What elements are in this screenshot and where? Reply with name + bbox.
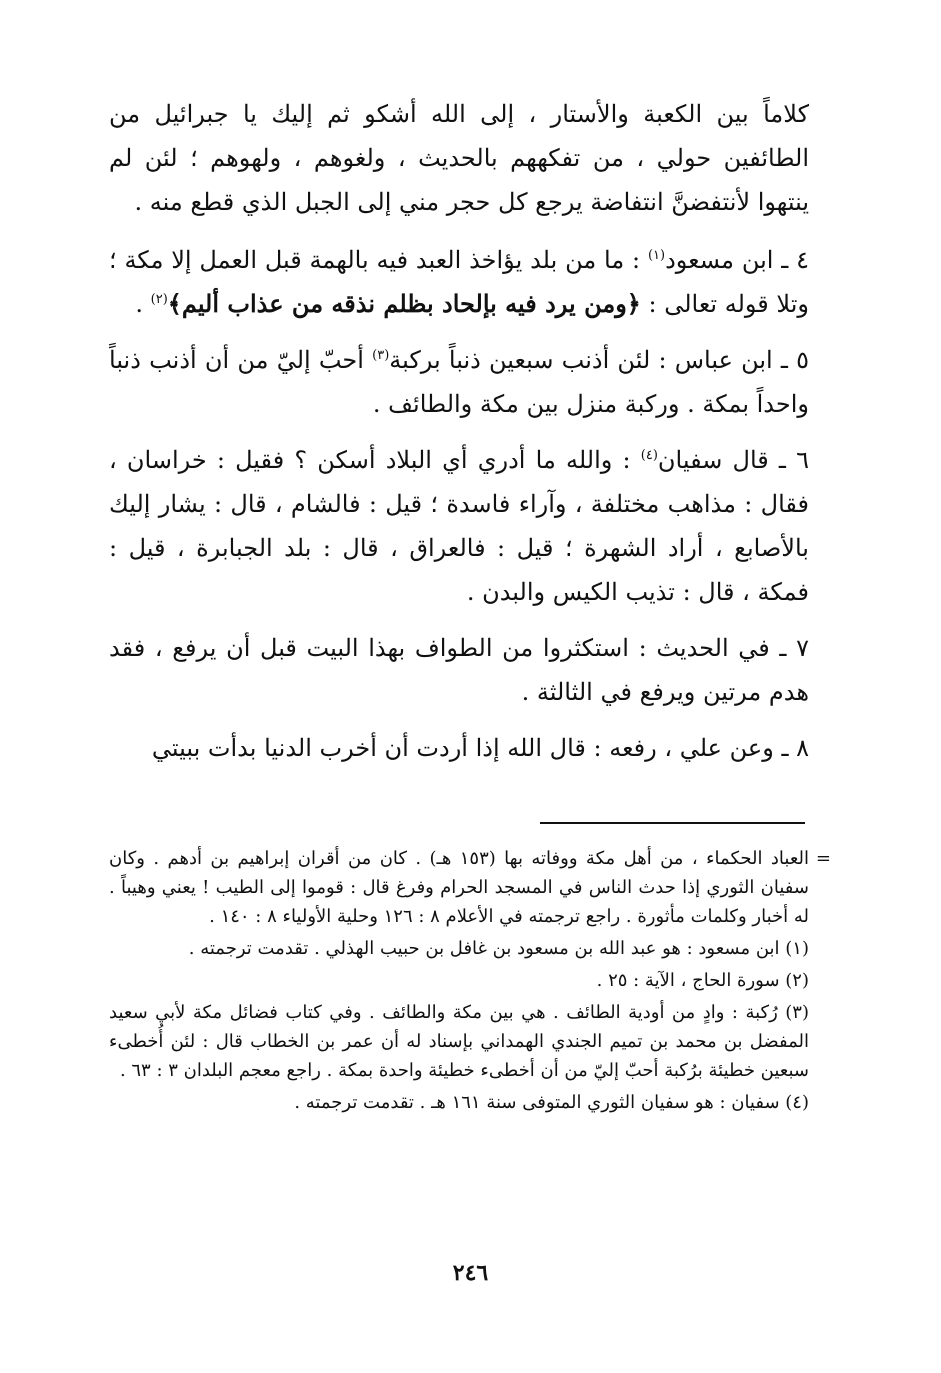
paragraph-8: ٨ ـ وعن علي ، رفعه : قال الله إذا أردت أن أخرب الدنيا بدأت ببيتي xyxy=(151,734,809,762)
paragraph-5 xyxy=(109,338,809,426)
footnote-1: (١) ابن مسعود : هو عبد الله بن مسعود بن غافل بن حبيب الهذلي . تقدمت ترجمته . xyxy=(188,938,809,959)
paragraph-6-text-a: ٦ ـ قال سفيان xyxy=(657,446,810,474)
footnote-continuation xyxy=(109,844,831,931)
footnote-ref-3: (٣) xyxy=(372,348,390,363)
paragraph-6-text-b: : والله ما أدري أي البلاد أسكن ؟ فقيل : خراسان ، فقال : مذاهب مختلفة ، وآراء فاسدة ؛ قيل : فالشام ، قال : يشار إليك بالأصابع ، أراد الشهرة ؛ قيل : فالعراق ، قال : بلد الجبابرة ، قيل : فمكة ، قال : تذيب الكيس والبدن . xyxy=(109,446,809,606)
paragraph-4 xyxy=(109,238,809,326)
continuation-mark: = xyxy=(815,848,831,869)
paragraph-4-text-c: . xyxy=(135,290,151,318)
paragraph-4-text-a: ٤ ـ ابن مسعود xyxy=(665,246,809,274)
footnote-4: (٤) سفيان : هو سفيان الثوري المتوفى سنة ١٦١ هـ . تقدمت ترجمته . xyxy=(294,1092,809,1113)
footnote-ref-1: (١) xyxy=(647,248,666,263)
footnote-ref-2: (٢) xyxy=(150,292,168,307)
paragraph-1: كلاماً بين الكعبة والأستار ، إلى الله أشكو ثم إليك يا جبرائيل من الطائفين حولي ، من تفكههم بالحديث ، ولغوهم ، ولهوهم ؛ لئن لم ينتهوا لأنتفضنَّ انتفاضة يرجع كل حجر مني إلى الجبل الذي قطع منه . xyxy=(109,100,809,216)
paragraph-4-text-b: : ما من بلد يؤاخذ العبد فيه بالهمة قبل العمل إلا مكة ؛ وتلا قوله تعالى : xyxy=(109,246,809,318)
paragraph-5-text-a: ٥ ـ ابن عباس : لئن أذنب سبعين ذنباً بركبة xyxy=(389,346,809,374)
paragraph-7: ٧ ـ في الحديث : استكثروا من الطواف بهذا البيت قبل أن يرفع ، فقد هدم مرتين ويرفع في الثالثة . xyxy=(109,634,809,706)
footnote-ref-4: (٤) xyxy=(640,448,658,463)
paragraph-5-text-b: أحبّ إليّ من أن أذنب ذنباً واحداً بمكة . وركبة منزل بين مكة والطائف . xyxy=(109,346,809,418)
footnotes xyxy=(109,844,831,1120)
footnote-separator xyxy=(540,822,805,824)
footnote-continuation-text: العباد الحكماء ، من أهل مكة ووفاته بها (١٥٣ هـ) . كان من أقران إبراهيم بن أدهم . وكان سفيان الثوري إذا حدث الناس في المسجد الحرام وفرغ قال : قوموا إلى الطيب ! يعني وهيباً . له أخبار وكلمات مأثورة . راجع ترجمته في الأعلام ٨ : ١٢٦ وحلية الأولياء ٨ : ١٤٠ . xyxy=(109,848,809,927)
paragraph-6 xyxy=(109,438,809,614)
footnote-2: (٢) سورة الحاج ، الآية : ٢٥ . xyxy=(596,970,809,991)
page-number: ٢٤٦ xyxy=(452,1260,489,1286)
quran-verse: ﴿ومن يرد فيه بإلحاد بظلم نذقه من عذاب أليم﴾ xyxy=(167,289,641,318)
main-text xyxy=(109,92,809,782)
footnote-3: (٣) رُكبة : وادٍ من أودية الطائف . هي بين مكة والطائف . وفي كتاب فضائل مكة لأبي سعيد المفضل بن محمد بن تميم الجندي الهمداني بإسناد له أن عمر بن الخطاب قال : لئن أُخطىء سبعين خطيئة برُكبة أحبّ إليّ من أن أخطىء خطيئة واحدة بمكة . راجع معجم البلدان ٣ : ٦٣ . xyxy=(109,1002,809,1081)
